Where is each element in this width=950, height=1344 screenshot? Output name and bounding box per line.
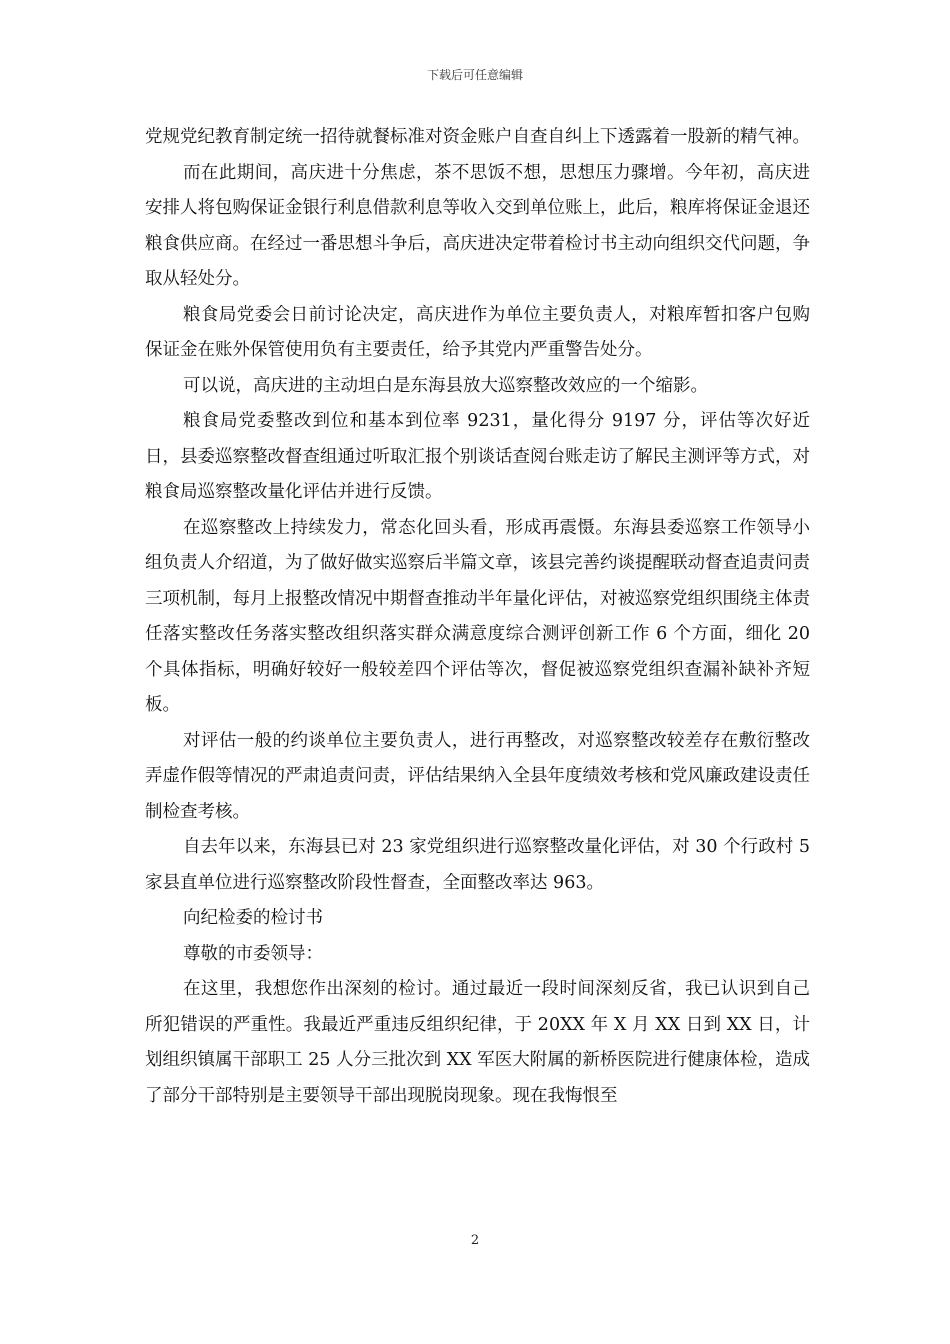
page-number: 2 [470,1233,480,1248]
paragraph-4: 可以说，高庆进的主动坦白是东海县放大巡察整改效应的一个缩影。 [183,375,708,396]
paragraph-8: 自去年以来，东海县已对 23 家党组织进行巡察整改量化评估，对 30 个行政村 5 家县直单位进行巡察整改阶段性督查，全面整改率达 963。 [145,837,810,893]
paragraph-5: 粮食局党委整改到位和基本到位率 9231，量化得分 9197 分，评估等次好近日，县委巡察整改督查组通过听取汇报个别谈话查阅台账走访了解民主测评等方式，对粮食局巡察整改量化评估并进行反馈。 [145,411,810,502]
document-body [145,120,810,1114]
paragraph-2: 而在此期间，高庆进十分焦虑，茶不思饭不想，思想压力骤增。今年初，高庆进安排人将包购保证金银行利息借款利息等收入交到单位账上，此后，粮库将保证金退还粮食供应商。在经过一番思想斗争后，高庆进决定带着检讨书主动向组织交代问题，争取从轻处分。 [145,162,810,289]
letter-salutation: 尊敬的市委领导： [183,943,323,964]
letter-title: 向纪检委的检讨书 [183,908,323,928]
paragraph-11: 在这里，我想您作出深刻的检讨。通过最近一段时间深刻反省，我已认识到自己所犯错误的严重性。我最近严重违反组织纪律，于 20XX 年 X 月 XX 日到 XX 日，计划组织镇属干部职工 25 人分三批次到 XX 军医大附属的新桥医院进行健康体检，造成了部分干部特别是主要领导干部出现脱岗现象。现在我悔恨至 [145,979,810,1106]
paragraph-3: 粮食局党委会日前讨论决定，高庆进作为单位主要负责人，对粮库暂扣客户包购保证金在账外保管使用负有主要责任，给予其党内严重警告处分。 [145,304,810,360]
paragraph-7: 对评估一般的约谈单位主要负责人，进行再整改，对巡察整改较差存在敷衍整改弄虚作假等情况的严肃追责问责，评估结果纳入全县年度绩效考核和党风廉政建设责任制检查考核。 [145,730,810,822]
header-note: 下载后可任意编辑 [426,68,523,82]
paragraph-1: 党规党纪教育制定统一招待就餐标准对资金账户自查自纠上下透露着一股新的精气神。 [145,127,810,147]
paragraph-6: 在巡察整改上持续发力，常态化回头看，形成再震慑。东海县委巡察工作领导小组负责人介绍道，为了做好做实巡察后半篇文章，该县完善约谈提醒联动督查追责问责三项机制，每月上报整改情况中期督查推动半年量化评估，对被巡察党组织围绕主体责任落实整改任务落实整改组织落实群众满意度综合测评创新工作 6 个方面，细化 20 个具体指标，明确好较好一般较差四个评估等次，督促被巡察党组织查漏补缺补齐短板。 [145,517,810,715]
